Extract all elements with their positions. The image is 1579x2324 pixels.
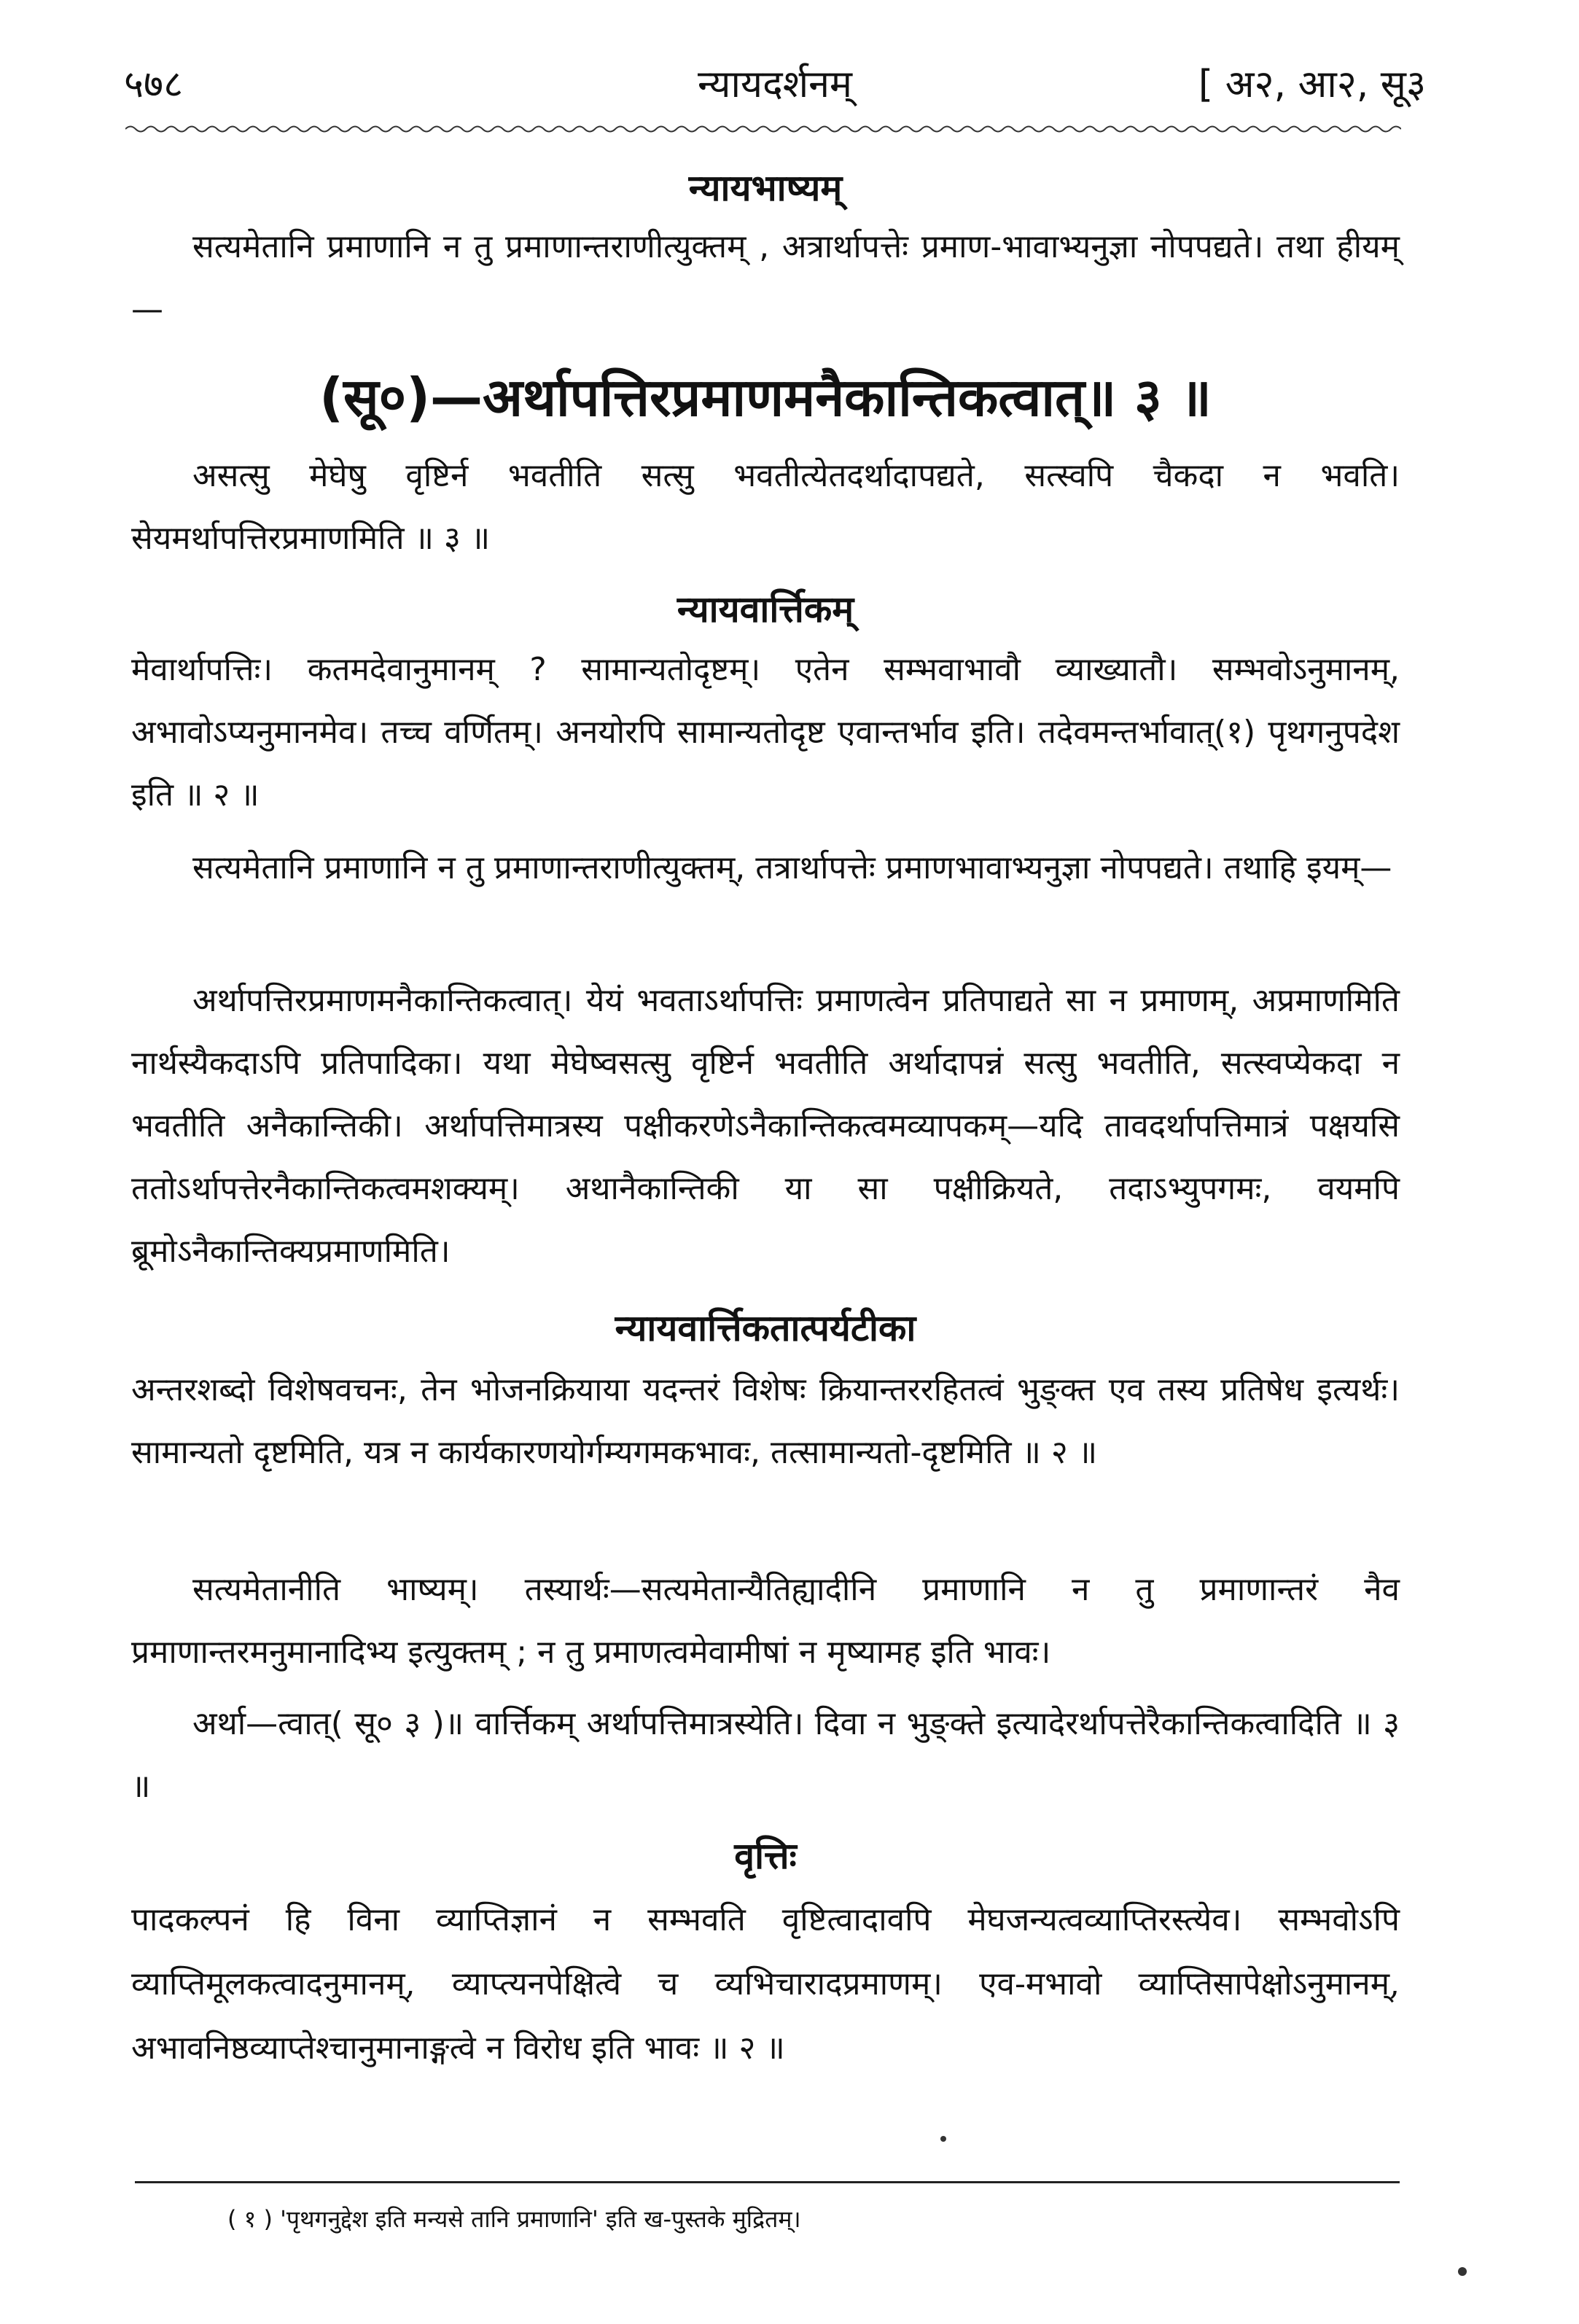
bhashya-intro: सत्यमेतानि प्रमाणानि न तु प्रमाणान्तराणीत्युक्तम् , अत्रार्थापत्तेः प्रमाण-भावाभ्यनुज्ञा नोपपद्यते। तथा हीयम्—: [131, 228, 1400, 328]
footnote-rule: [135, 2181, 1400, 2183]
print-speck: [940, 2136, 946, 2142]
running-title: न्यायदर्शनम्: [697, 63, 853, 106]
vritti-para-1: पादकल्पनं हि विना व्याप्तिज्ञानं न सम्भवति वृष्टित्वादावपि मेघजन्यत्वव्याप्तिरस्त्येव। सम्भवोऽपि व्याप्तिमूलकत्वादनुमानम्, व्याप्त्यनपेक्षित्वे च व्यभिचारादप्रमाणम्। एव-मभावो व्याप्तिसापेक्षोऽनुमानम्, अभावनिष्ठव्याप्तेश्चानुमानाङ्गत्वे न विरोध इति भावः ॥ २ ॥: [131, 1901, 1400, 2067]
page-number: ५७८: [124, 63, 184, 106]
sutra-text: (सू०)—अर्थापत्तिरप्रमाणमनैकान्तिकत्वात्॥ ३ ॥: [319, 367, 1212, 428]
vartika-para-3: अर्थापत्तिरप्रमाणमनैकान्तिकत्वात्। येयं भवताऽर्थापत्तिः प्रमाणत्वेन प्रतिपाद्यते सा न प्रमाणम्, अप्रमाणमिति नार्थस्यैकदाऽपि प्रतिपादिका। यथा मेघेष्वसत्सु वृष्टिर्न भवतीति अर्थादापन्नं सत्सु भवतीति, सत्स्वप्येकदा न भवतीति अनैकान्तिकी। अर्थापत्तिमात्रस्य पक्षीकरणेऽनैकान्तिकत्वमव्यापकम्—यदि तावदर्थापत्तिमात्रं पक्षयसि ततोऽर्थापत्तेरनैकान्तिकत्वमशक्यम्। अथानैकान्तिकी या सा पक्षीक्रियते, तदाऽभ्युपगमः, वयमपि ब्रूमोऽनैकान्तिक्यप्रमाणमिति।: [131, 982, 1400, 1270]
vritti-heading: वृत्तिः: [734, 1835, 797, 1877]
vartika-para-2: सत्यमेतानि प्रमाणानि न तु प्रमाणान्तराणीत्युक्तम्, तत्रार्थापत्तेः प्रमाणभावाभ्यनुज्ञा नोपपद्यते। तथाहि इयम्—: [192, 849, 1392, 886]
tika-para-3: अर्था—त्वात्( सू० ३ )॥ वार्त्तिकम् अर्थापत्तिमात्रस्येति। दिवा न भुङ्क्ते इत्यादेरर्थापत्तेरैकान्तिकत्वादिति ॥ ३ ॥: [131, 1705, 1400, 1805]
wavy-header-rule: [125, 122, 1401, 136]
tika-heading: न्यायवार्त्तिकतात्पर्यटीका: [615, 1307, 916, 1349]
print-speck: [1458, 2267, 1467, 2276]
running-header: [124, 57, 1426, 115]
bhashya-heading: न्यायभाष्यम्: [688, 167, 843, 209]
vartika-para-1: मेवार्थापत्तिः। कतमदेवानुमानम् ? सामान्यतोदृष्टम्। एतेन सम्भवाभावौ व्याख्यातौ। सम्भवोऽनुमानम्, अभावोऽप्यनुमानमेव। तच्च वर्णितम्। अनयोरपि सामान्यतोदृष्ट एवान्तर्भाव इति। तदेवमन्तर्भावात्(१) पृथगनुपदेश इति ॥ २ ॥: [131, 651, 1400, 814]
bhashya-explanation: असत्सु मेघेषु वृष्टिर्न भवतीति सत्सु भवतीत्येतदर्थादापद्यते, सत्स्वपि चैकदा न भवति। सेयमर्थापत्तिरप्रमाणमिति ॥ ३ ॥: [131, 457, 1400, 557]
tika-para-2: सत्यमेतानीति भाष्यम्। तस्यार्थः—सत्यमेतान्यैतिह्यादीनि प्रमाणानि न तु प्रमाणान्तरं नैव प्रमाणान्तरमनुमानादिभ्य इत्युक्तम् ; न तु प्रमाणत्वमेवामीषां न मृष्यामह इति भावः।: [131, 1571, 1400, 1671]
footnote: ( १ ) 'पृथगनुद्देश इति मन्यसे तानि प्रमाणानि' इति ख-पुस्तके मुद्रितम्।: [227, 2205, 801, 2233]
vartika-heading: न्यायवार्त्तिकम्: [677, 588, 854, 631]
section-reference: [ अ२, आ२, सू३: [1198, 63, 1426, 106]
tika-para-1: अन्तरशब्दो विशेषवचनः, तेन भोजनक्रियाया यदन्तरं विशेषः क्रियान्तररहितत्वं भुङ्क्त एव तस्य प्रतिषेध इत्यर्थः। सामान्यतो दृष्टमिति, यत्र न कार्यकारणयोर्गम्यगमकभावः, तत्सामान्यतो-दृष्टमिति ॥ २ ॥: [131, 1371, 1400, 1471]
